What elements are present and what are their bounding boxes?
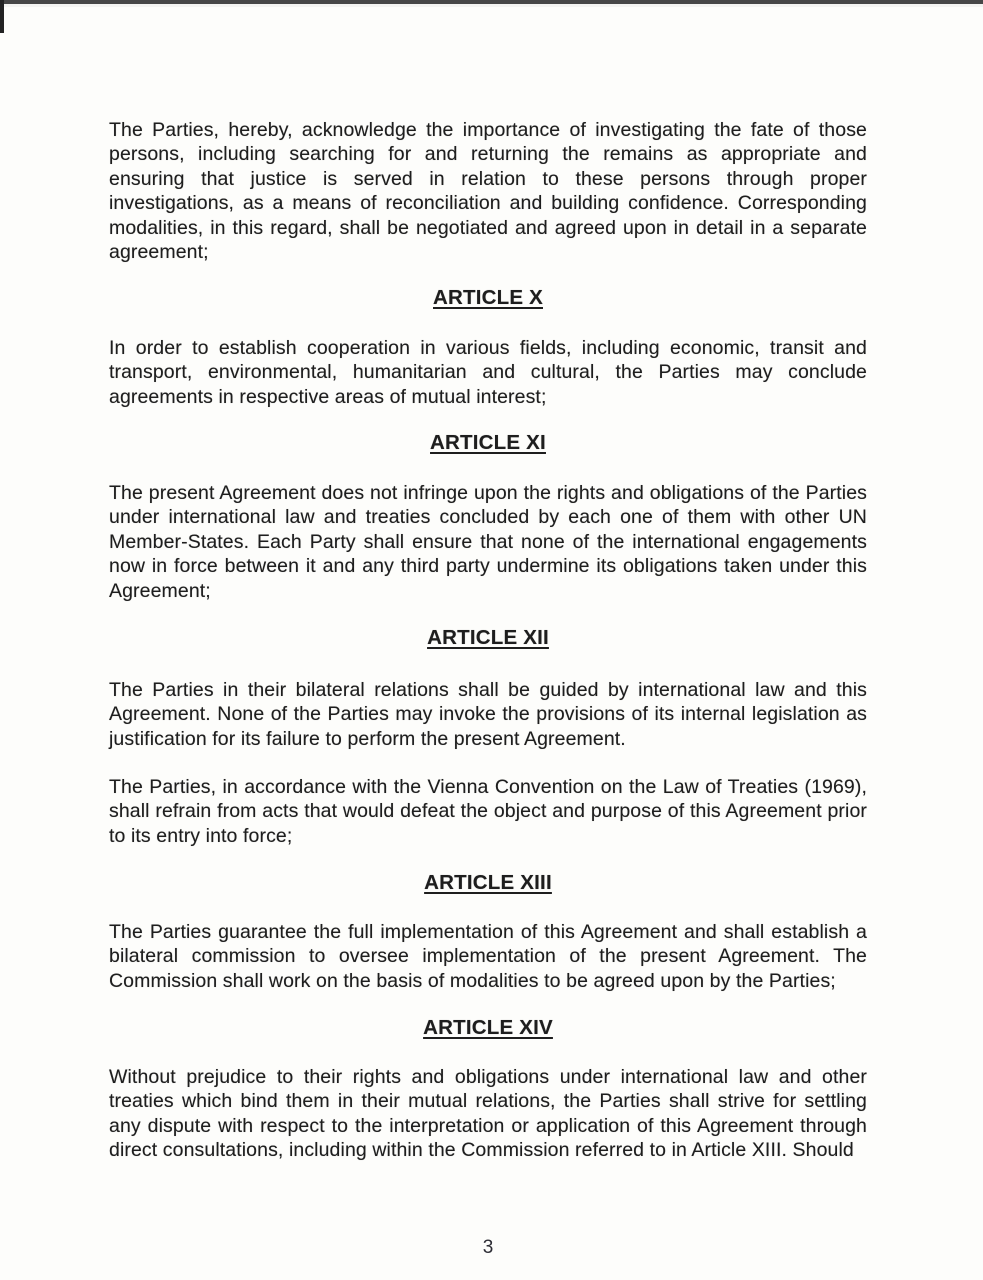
paragraph-article-xi: The present Agreement does not infringe upon the rights and obligations of the Parties under international law and treaties concluded by each one of them with other UN Member-States. Each Party shall ensure that none of the international engagements now in force between it and any third party undermine its obligations taken under this Agreement; [109,482,867,602]
article-xiii-heading: ARTICLE XIII [424,871,552,894]
article-xi-heading: ARTICLE XI [430,431,546,454]
paragraph-article-xiii: The Parties guarantee the full implementation of this Agreement and shall establish a bilateral commission to oversee implementation of the present Agreement. The Commission shall work on the basis of modalities to be agreed upon by the Parties; [109,921,867,992]
paragraph-article-xii-1: The Parties in their bilateral relations shall be guided by international law and this Agreement. None of the Parties may invoke the provisions of its internal legislation as justification for its failure to perform the present Agreement. [109,679,867,750]
article-x-heading: ARTICLE X [433,286,543,309]
paragraph-article-xiv: Without prejudice to their rights and obligations under international law and other treaties which bind them in their mutual relations, the Parties shall strive for settling any dispute with respect to the interpretation or application of this Agreement through direct consultations, including within the Commission referred to in Article XIII. Should [109,1066,867,1162]
paragraph-article-xii-2: The Parties, in accordance with the Vienna Convention on the Law of Treaties (1969), shall refrain from acts that would defeat the object and purpose of this Agreement prior to its entry into force; [109,776,867,847]
article-xiv-heading: ARTICLE XIV [423,1016,553,1039]
article-xii-heading: ARTICLE XII [427,626,549,649]
paragraph-missing-persons: The Parties, hereby, acknowledge the importance of investigating the fate of those persons, including searching for and returning the remains as appropriate and ensuring that justice is served in relation to these persons through proper investigations, as a means of reconciliation and building confidence. Corresponding modalities, in this regard, shall be negotiated and agreed upon in detail in a separate agreement; [109,119,867,264]
scan-edge-top-shadow [0,4,983,7]
page-number: 3 [482,1237,494,1258]
paragraph-article-x: In order to establish cooperation in various fields, including economic, transit and transport, environmental, humanitarian and cultural, the Parties may conclude agreements in respective areas of mutual interest; [109,337,867,408]
scan-edge-left [0,0,4,33]
